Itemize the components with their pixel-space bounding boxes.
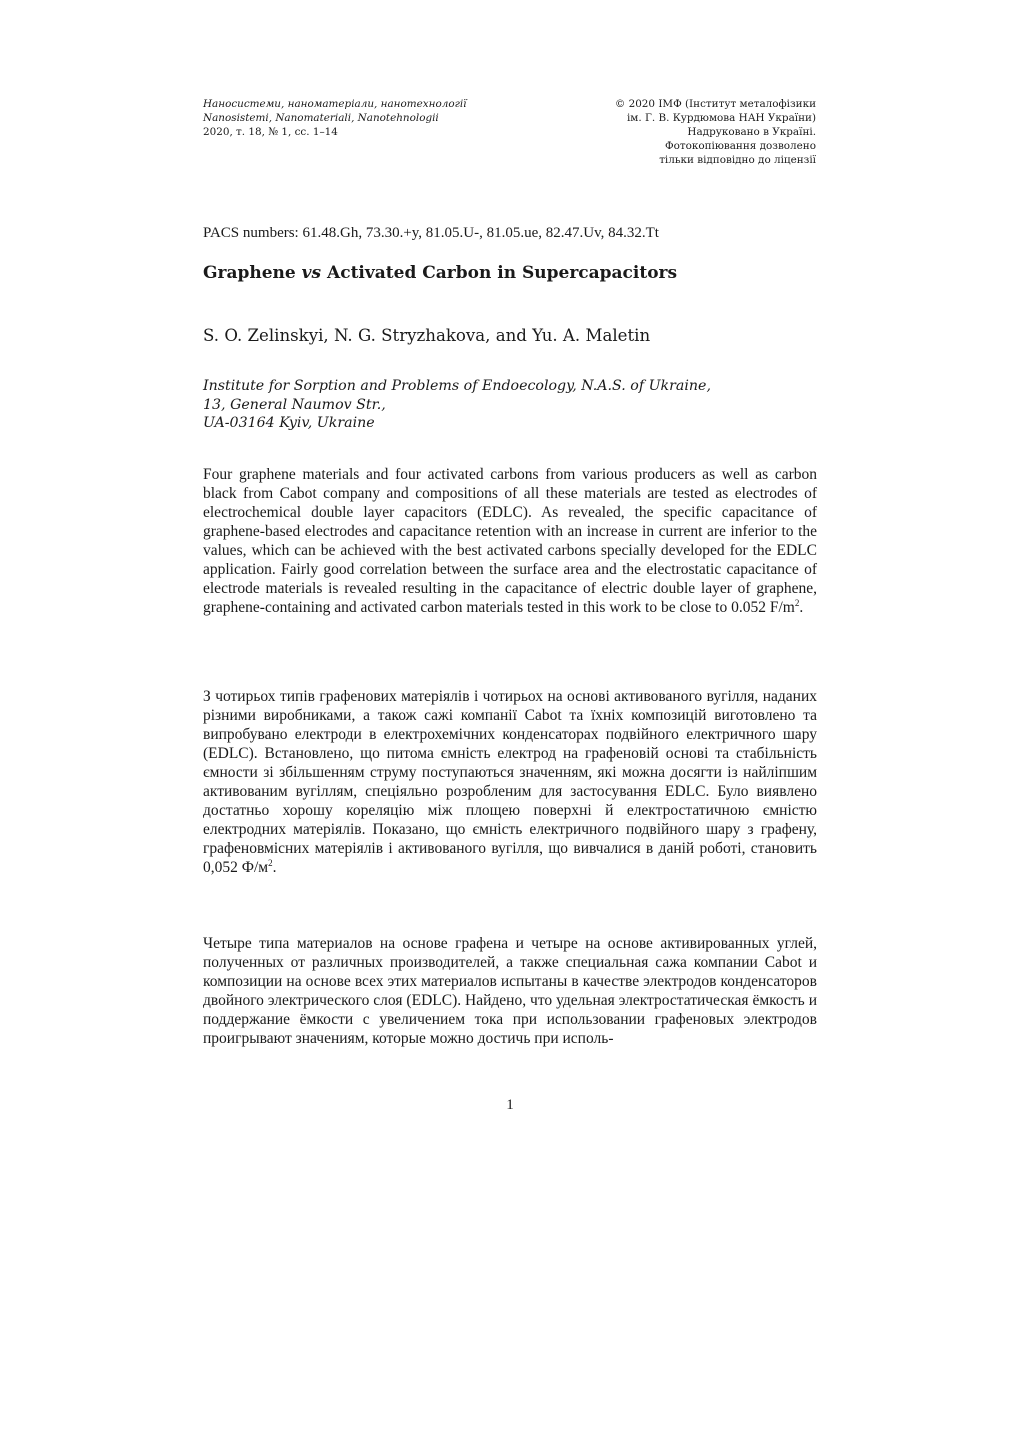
affiliation-line: 13, General Naumov Str., <box>203 396 386 413</box>
abstract-russian: Четыре типа материалов на основе графена и четыре на основе активированных углей, полученных от различных производителей, а также специальная сажа компании Cabot и композиции на основе всех этих материалов испытаны в качестве электродов конденсаторов двойного электрического слоя (EDLC). Найдено, что удельная электростатическая ёмкость и поддержание ёмкости с увеличением тока при использовании графеновых электродов проигрывают значениям, которые можно достичь при исполь- <box>203 935 817 1047</box>
copyright-notice <box>615 97 816 167</box>
copyright-line: Надруковано в Україні. <box>687 126 816 138</box>
affiliation-line: Institute for Sorption and Problems of Endoecology, N.A.S. of Ukraine, <box>203 378 711 394</box>
pacs-codes: 61.48.Gh, 73.30.+y, 81.05.U-, 81.05.ue, 82.47.Uv, 84.32.Tt <box>302 225 659 241</box>
paper-title: Graphene vs Activated Carbon in Supercapacitors <box>203 263 678 283</box>
page-number: 1 <box>506 1097 514 1113</box>
pacs-label: PACS numbers: <box>203 225 299 241</box>
copyright-line: Фотокопіювання дозволено <box>664 140 816 152</box>
abstract-english: Four graphene materials and four activated carbons from various producers as well as carbon black from Cabot company and compositions of all these materials are tested as electrodes of electrochemical double layer capacitors (EDLC). As revealed, the specific capacitance of graphene-based electrodes and capacitance retention with an increase in current are inferior to the values, which can be achieved with the best activated carbons specially developed for the EDLC application. Fairly good correlation between the surface area and the electrostatic capacitance of electrode materials is revealed resulting in the capacitance of electric double layer of graphene, graphene-containing and activated carbon materials tested in this work to be close to 0.052 $F/m^2$. <box>203 466 817 616</box>
journal-name-lat: Nanosistemi, Nanomateriali, Nanotehnologii <box>203 112 439 124</box>
copyright-line: тільки відповідно до ліцензії <box>659 154 816 166</box>
journal-header <box>203 97 467 139</box>
author-list: S. O. Zelinskyi, N. G. Stryzhakova, and Yu. A. Maletin <box>203 326 651 345</box>
journal-issue: 2020, т. 18, № 1, сс. 1–14 <box>203 126 338 138</box>
affiliation <box>203 377 823 433</box>
abstract-ukrainian: З чотирьох типів графенових матеріялів і чотирьох на основі активованого вугілля, наданих різними виробниками, а також сажі компанії Cabot та їхніх композицій виготовлено та випробувано електроди в електрохемічних конденсаторах подвійного електричного шару (EDLC). Встановлено, що питома ємність електрод на графеновій основі та стабільність ємности зі збільшенням струму поступаються значенням, які можна досягти із найліпшим активованим вугіллям, спеціяльно розробленим для застосування EDLC. Було виявлено достатньо хорошу кореляцію між площею поверхні й електростатичною ємністю електродних матеріялів. Показано, що ємність електричного подвійного шару з графену, графеновмісних матеріялів і активованого вугілля, що вивчалися в даній роботі, становить 0,052 $Ф/м^2$. <box>203 688 817 876</box>
copyright-line: ім. Г. В. Курдюмова НАН України) <box>626 112 816 124</box>
journal-name-uk: Наносистеми, наноматеріали, нанотехнології <box>203 98 467 110</box>
affiliation-line: UA-03164 Kyiv, Ukraine <box>203 415 375 431</box>
copyright-line: © 2020 ІМФ (Інститут металофізики <box>614 98 816 110</box>
pacs-numbers <box>203 224 823 242</box>
